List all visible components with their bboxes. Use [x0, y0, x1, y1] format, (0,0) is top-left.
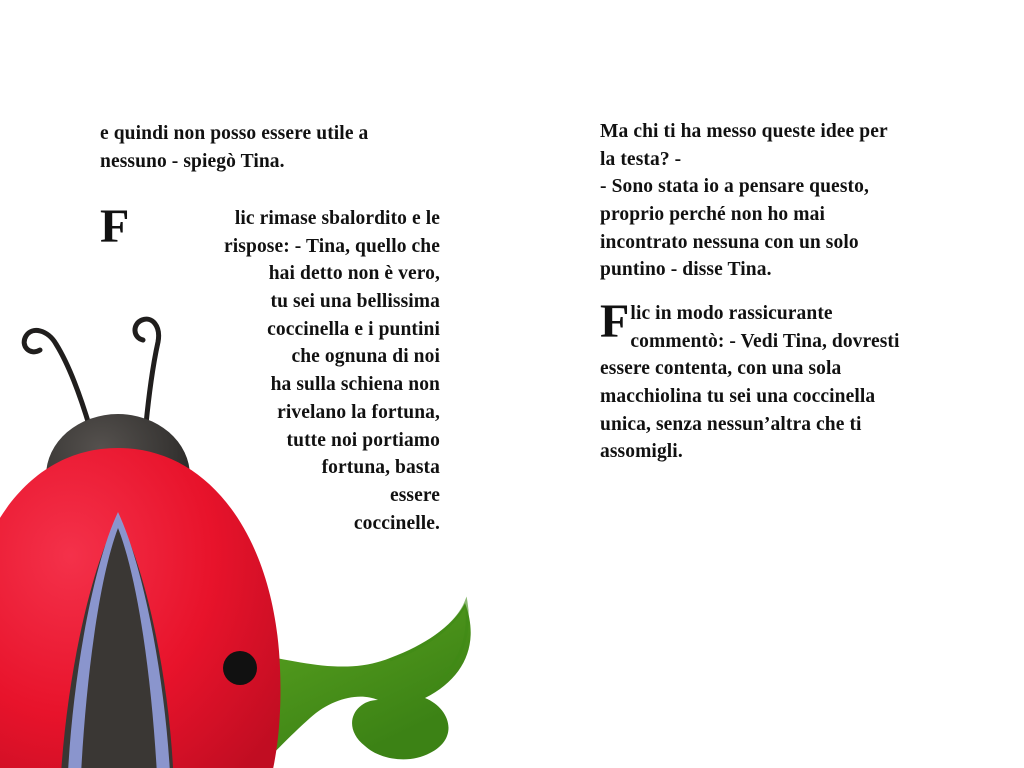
text-line: che ognuna di noi	[291, 346, 440, 368]
text-line: proprio perché non ho mai	[600, 204, 825, 226]
right-paragraph-1	[600, 118, 930, 284]
text-line: lic rimase sbalordito e le	[234, 208, 440, 229]
text-line: tu sei una bellissima	[270, 291, 440, 313]
text-line: macchiolina tu sei una coccinella	[600, 386, 876, 408]
text-line: rispose: - Tina, quello che	[224, 235, 440, 257]
text-line: rivelano la fortuna,	[277, 401, 440, 423]
text-line: hai detto non è vero,	[268, 263, 440, 285]
text-line: tutte noi portiamo	[286, 429, 440, 451]
dropcap-f-left: F	[100, 200, 130, 253]
text-line: la testa? -	[600, 148, 682, 170]
text-line: Ma chi ti ha messo queste idee per	[600, 121, 888, 142]
text-line: unica, senza nessun’altra che ti	[600, 413, 862, 435]
right-paragraph-2-lines	[600, 295, 930, 466]
text-line: puntino - disse Tina.	[600, 259, 772, 281]
text-line: incontrato nessuna con un solo	[600, 231, 859, 253]
text-line: essere	[389, 484, 440, 506]
text-line: commentò: - Vedi Tina, dovresti	[630, 330, 900, 352]
left-paragraph-2	[100, 200, 440, 537]
right-paragraph-2	[600, 295, 930, 466]
dropcap-f-right: F	[600, 295, 630, 348]
text-line: essere contenta, con una sola	[600, 358, 842, 380]
text-line: coccinelle.	[353, 512, 440, 534]
leaf-shape	[0, 602, 471, 768]
left-paragraph-1: e quindi non posso essere utile a nessuno - spiegò Tina.	[100, 123, 369, 172]
text-line: fortuna, basta	[321, 457, 440, 479]
left-paragraph-2-lines	[100, 200, 440, 537]
text-line: ha sulla schiena non	[270, 374, 440, 396]
text-line: - Sono stata io a pensare questo,	[600, 176, 869, 198]
single-spot	[223, 651, 257, 685]
text-line: assomigli.	[600, 441, 683, 463]
text-line: lic in modo rassicurante	[630, 303, 833, 324]
text-line: coccinella e i puntini	[267, 318, 440, 340]
